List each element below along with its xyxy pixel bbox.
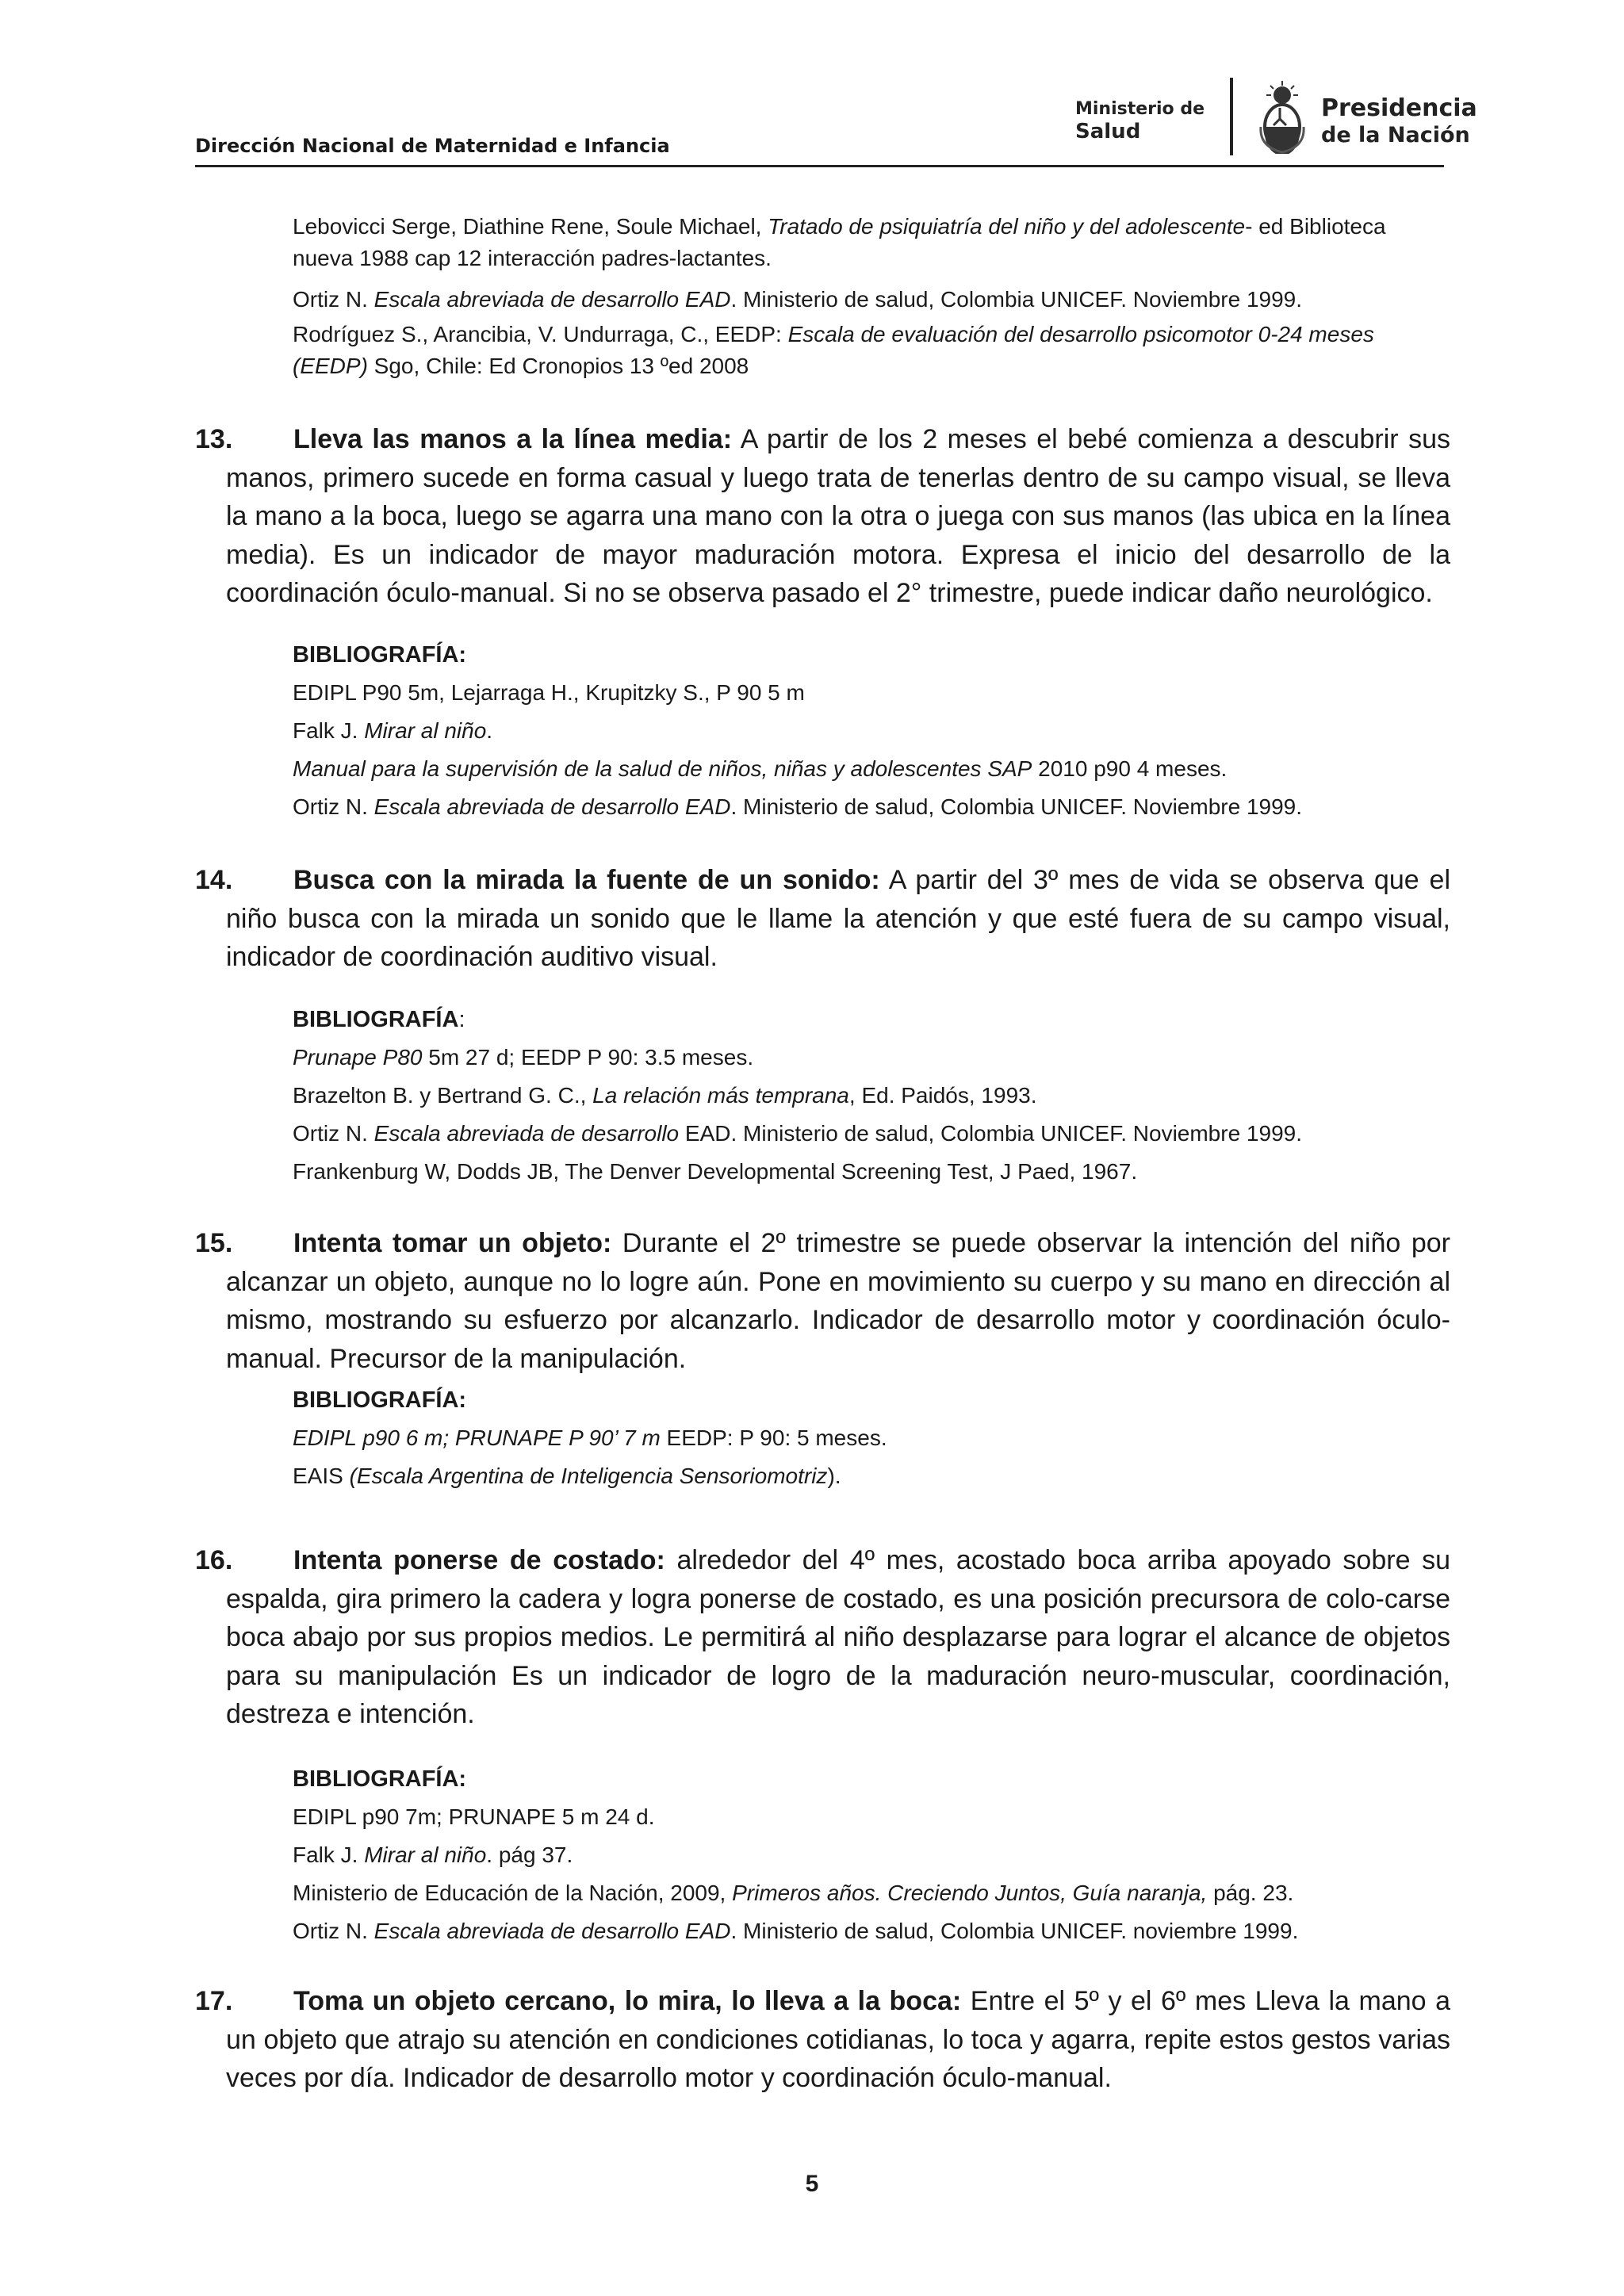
item-number: 14. (195, 865, 233, 895)
reference: Ortiz N. Escala abreviada de desarrollo EAD. Ministerio de salud, Colombia UNICEF. Noviembre 1999. (293, 287, 1303, 312)
item-number: 13. (195, 424, 233, 454)
ministry-line2: Salud (1075, 120, 1141, 144)
reference: Rodríguez S., Arancibia, V. Undurraga, C., EEDP: Escala de evaluación del desarrollo psicomotor 0-24 meses (EEDP) Sgo, Chile: Ed Cronopios 13 ºed 2008 (293, 322, 1374, 378)
bibliography-heading: BIBLIOGRAFÍA: (293, 1387, 467, 1413)
item-paragraph (195, 1982, 1450, 2098)
bibliography-heading: BIBLIOGRAFÍA: (293, 1007, 465, 1032)
reference: Manual para la supervisión de la salud de niños, niñas y adolescentes SAP 2010 p90 4 meses. (293, 756, 1228, 781)
item-text: A partir del 3º mes de vida se observa que el niño busca con la mirada un sonido que le llame la atención y que esté fuera de su campo visual, indicador de coordinación auditivo visual. (226, 865, 1450, 973)
item-number: 17. (195, 1986, 233, 2016)
reference: Falk J. Mirar al niño. (293, 718, 493, 743)
item-number: 15. (195, 1228, 233, 1258)
item-paragraph (195, 861, 1450, 977)
item-title: Lleva las manos a la línea media: (293, 424, 733, 454)
reference: EDIPL p90 7m; PRUNAPE 5 m 24 d. (293, 1804, 655, 1829)
reference: Falk J. Mirar al niño. pág 37. (293, 1843, 573, 1867)
bibliography-15 (293, 1381, 1450, 1495)
item-text: Durante el 2º trimestre se puede observar la intención del niño por alcanzar un objeto, aunque no lo logre aún. Pone en movimiento su cuerpo y su mano en dirección al mismo, mostrando su esfuerzo por alcanzarlo. Indicador de desarrollo motor y coordinación óculo-manual. Precursor de la manipulación. (226, 1228, 1450, 1374)
reference: Ortiz N. Escala abreviada de desarrollo EAD. Ministerio de salud, Colombia UNICEF. Noviembre 1999. (293, 1121, 1302, 1146)
item-17 (195, 1982, 1450, 2098)
bibliography-16 (293, 1760, 1450, 1950)
reference: Ortiz N. Escala abreviada de desarrollo EAD. Ministerio de salud, Colombia UNICEF. noviembre 1999. (293, 1919, 1299, 1943)
page-header (195, 78, 1477, 167)
organization-name: Dirección Nacional de Maternidad e Infancia (195, 135, 670, 157)
presidency-logo (1321, 95, 1477, 149)
item-title: Busca con la mirada la fuente de un sonido: (293, 865, 880, 895)
item-title: Toma un objeto cercano, lo mira, lo lleva a la boca: (293, 1986, 962, 2016)
presidency-line1: Presidencia (1321, 94, 1477, 122)
item-paragraph (195, 420, 1450, 613)
reference: EDIPL P90 5m, Lejarraga H., Krupitzky S., P 90 5 m (293, 680, 805, 705)
ministry-logo (1075, 98, 1205, 143)
item-15 (195, 1224, 1450, 1378)
item-text: A partir de los 2 meses el bebé comienza a descubrir sus manos, primero sucede en forma casual y luego trata de tenerlas dentro de su campo visual, se lleva la mano a la boca, luego se agarra una mano con la otra o juega con sus manos (las ubica en la línea media). Es un indicador de mayor maduración motora. Expresa el inicio del desarrollo de la coordinación óculo-manual. Si no se observa pasado el 2° trimestre, puede indicar daño neurológico. (226, 424, 1450, 609)
logo-separator (1230, 78, 1233, 155)
item-title: Intenta tomar un objeto: (293, 1228, 612, 1258)
coat-of-arms-icon (1256, 79, 1308, 154)
presidency-line2: de la Nación (1321, 123, 1470, 147)
item-paragraph (195, 1541, 1450, 1734)
ministry-line1: Ministerio de (1075, 99, 1205, 119)
top-references (293, 211, 1450, 388)
reference: Brazelton B. y Bertrand G. C., La relación más temprana, Ed. Paidós, 1993. (293, 1083, 1037, 1108)
item-number: 16. (195, 1545, 233, 1575)
item-text: Entre el 5º y el 6º mes Lleva la mano a un objeto que atrajo su atención en condiciones cotidianas, lo toca y agarra, repite estos gestos varias veces por día. Indicador de desarrollo motor y coordinación óculo-manual. (226, 1986, 1450, 2094)
item-14 (195, 861, 1450, 977)
reference: Lebovicci Serge, Diathine Rene, Soule Michael, Tratado de psiquiatría del niño y del adolescente- ed Biblioteca nueva 1988 cap 12 interacción padres-lactantes. (293, 214, 1386, 270)
page-number: 5 (805, 2171, 819, 2197)
bibliography-heading: BIBLIOGRAFÍA: (293, 642, 467, 668)
bibliography-heading: BIBLIOGRAFÍA: (293, 1766, 467, 1792)
item-paragraph (195, 1224, 1450, 1378)
reference: Frankenburg W, Dodds JB, The Denver Developmental Screening Test, J Paed, 1967. (293, 1159, 1138, 1184)
reference: Prunape P80 5m 27 d; EEDP P 90: 3.5 meses. (293, 1045, 754, 1070)
item-text: alrededor del 4º mes, acostado boca arriba apoyado sobre su espalda, gira primero la cadera y logra ponerse de costado, es una posición precursora de colo-carse boca abajo por sus propios medios. Le permitirá al niño desplazarse para lograr el alcance de objetos para su manipulación Es un indicador de logro de la maduración neuro-muscular, coordinación, destreza e intención. (226, 1545, 1450, 1730)
item-13 (195, 420, 1450, 613)
reference: EAIS (Escala Argentina de Inteligencia Sensoriomotriz). (293, 1464, 841, 1488)
item-title: Intenta ponerse de costado: (293, 1545, 665, 1575)
bibliography-13 (293, 636, 1450, 826)
reference: EDIPL p90 6 m; PRUNAPE P 90’ 7 m EEDP: P 90: 5 meses. (293, 1425, 887, 1450)
reference: Ministerio de Educación de la Nación, 2009, Primeros años. Creciendo Juntos, Guía naranja, pág. 23. (293, 1881, 1294, 1905)
bibliography-14 (293, 1001, 1450, 1191)
item-16 (195, 1541, 1450, 1734)
reference: Ortiz N. Escala abreviada de desarrollo EAD. Ministerio de salud, Colombia UNICEF. Noviembre 1999. (293, 794, 1303, 819)
